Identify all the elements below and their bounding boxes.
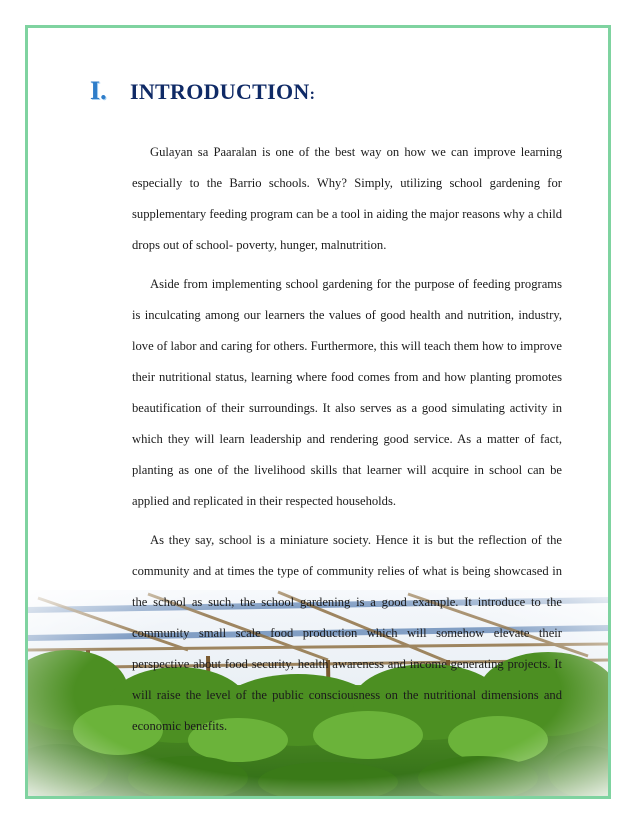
section-number: I. (90, 76, 107, 105)
section-title-text: INTRODUCTION (130, 79, 310, 104)
body-text (132, 137, 562, 750)
paragraph-1: Gulayan sa Paaralan is one of the best way on how we can improve learning especially to the Barrio schools. Why? Simply, utilizing school gardening for supplementary feeding program can be a tool in aiding the major reasons why a child drops out of school- poverty, hunger, malnutrition. (132, 145, 562, 252)
section-title-colon: : (309, 86, 316, 103)
section-heading (90, 76, 315, 108)
section-title (130, 79, 315, 105)
paragraph-3: As they say, school is a miniature society. Hence it is but the reflection of the community and at times the type of community relies of what is being showcased in the school as such, the school gardening is a good example. It introduce to the community small scale food production which will somehow elevate their perspective about food security, health awareness and income generating projects. It will raise the level of the public consciousness on the nutritional dimensions and economic benefits. (132, 533, 562, 733)
paragraph-2: Aside from implementing school gardening for the purpose of feeding programs is inculcating among our learners the values of good health and nutrition, industry, love of labor and caring for others. Furthermore, this will teach them how to improve their nutritional status, learning where food comes from and how planting promotes beautification of their surroundings. It also serves as a good simulating activity in which they will learn leadership and rendering good service. As a matter of fact, planting as one of the livelihood skills that learner will acquire in school can be applied and replicated in their respected households. (132, 277, 562, 508)
